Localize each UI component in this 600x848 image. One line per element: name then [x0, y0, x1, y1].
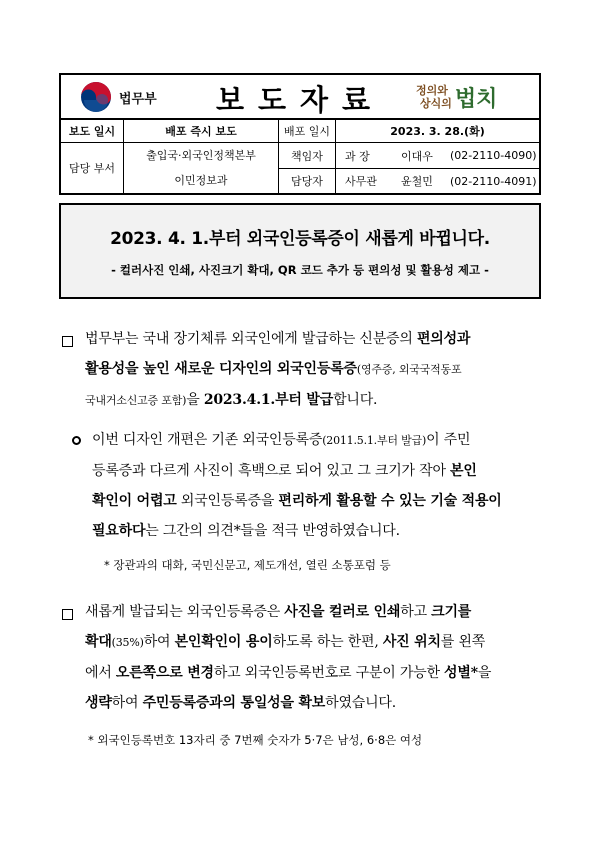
contact-phone: (02-2110-4091)	[450, 174, 537, 188]
distribution-date-label: 배포 일시	[283, 125, 330, 138]
distribution-date-value: 2023. 3. 28.(화)	[390, 125, 485, 138]
headline-box	[59, 203, 541, 299]
paragraph-2: 이번 디자인 개편은 기존 외국인등록증(2011.5.1.부터 발급)이 주민 등록증과 다르게 사진이 흑백으로 되어 있고 그 크기가 작아 본인 확인이 어렵고 외국인등록증을 편리하게 활용할 수 있는 기술 적용이 필요하다는 그간의 의견*들을 적극 반영하였습니다.	[92, 432, 502, 539]
slogan-line-2: 상식의	[420, 97, 452, 110]
slogan-logo	[416, 78, 497, 116]
responsible-title: 과 장	[345, 149, 370, 163]
paragraph-1: 법무부는 국내 장기체류 외국인에게 발급하는 신분증의 편의성과 활용성을 높인 새로운 디자인의 외국인등록증(영주증, 외국국적동포 국내거소신고증 포함)을 2023.4.1.부터 발급합니다.	[85, 331, 471, 408]
department-line-2: 이민정보과	[174, 174, 228, 187]
department-line-1: 출입국·외국인정책본부	[146, 149, 256, 162]
footnote-1: * 장관과의 대화, 국민신문고, 제도개선, 열린 소통포럼 등	[104, 558, 391, 572]
square-bullet-icon	[62, 609, 73, 620]
square-bullet-icon	[62, 336, 73, 347]
paragraph-3: 새롭게 발급되는 외국인등록증은 사진을 컬러로 인쇄하고 크기를 확대(35%)하여 본인확인이 용이하도록 하는 한편, 사진 위치를 왼쪽 에서 오른쪽으로 변경하고 외국인등록번호로 구분이 가능한 성별*을 생략하여 주민등록증과의 통일성을 확보하였습니다.	[85, 604, 492, 711]
headline-subtitle: - 컬러사진 인쇄, 사진크기 확대, QR 코드 추가 등 편의성 및 활용성 제고 -	[111, 263, 489, 277]
slogan-big: 법치	[454, 86, 498, 112]
taegeuk-emblem-icon	[79, 80, 113, 114]
contact-name: 윤철민	[401, 175, 433, 188]
contact-label: 담당자	[291, 175, 323, 188]
responsible-phone: (02-2110-4090)	[450, 149, 537, 162]
slogan-line-1: 정의와	[416, 84, 448, 97]
circle-bullet-icon	[72, 436, 81, 445]
contact-title: 사무관	[345, 175, 377, 188]
footnote-2: * 외국인등록번호 13자리 중 7번째 숫자가 5·7은 남성, 6·8은 여성	[88, 733, 423, 747]
department-label: 담당 부서	[68, 162, 115, 175]
responsible-label: 책임자	[291, 149, 323, 163]
responsible-name: 이대우	[401, 149, 433, 163]
ministry-name: 법무부	[119, 91, 157, 107]
document-title: 보도자료	[215, 83, 385, 117]
release-date-value: 배포 즉시 보도	[165, 125, 237, 138]
headline-title: 2023. 4. 1.부터 외국인등록증이 새롭게 바뀝니다.	[110, 229, 490, 249]
ministry-logo	[79, 80, 157, 114]
release-date-label: 보도 일시	[68, 125, 116, 138]
